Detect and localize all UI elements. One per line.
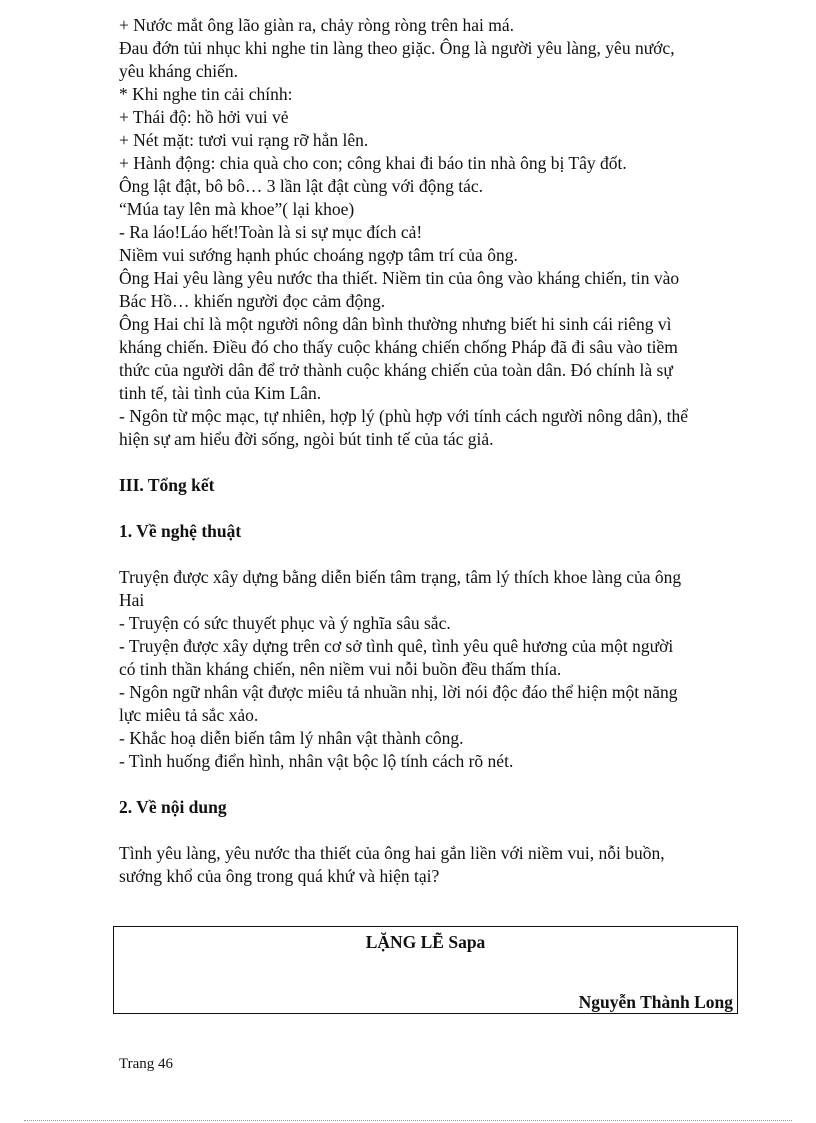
subheading-art: 1. Về nghệ thuật	[119, 521, 242, 541]
spacer	[119, 819, 719, 842]
text-line: + Hành động: chia quà cho con; công khai đi báo tin nhà ông bị Tây đốt.	[119, 153, 627, 173]
content-text	[119, 842, 719, 888]
story-author: Nguyễn Thành Long	[578, 992, 733, 1012]
text-line: “Múa tay lên mà khoe”( lại khoe)	[119, 199, 355, 219]
text-line: Truyện được xây dựng bằng diễn biến tâm trạng, tâm lý thích khoe làng của ông	[119, 567, 682, 587]
text-line: Hai	[119, 590, 145, 610]
text-line: thức của người dân để trở thành cuộc kháng chiến của toàn dân. Đó chính là sự	[119, 360, 673, 380]
text-line: Tình yêu làng, yêu nước tha thiết của ông hai gắn liền với niềm vui, nỗi buồn,	[119, 843, 665, 863]
text-line: - Truyện được xây dựng trên cơ sở tình quê, tình yêu quê hương của một người	[119, 636, 674, 656]
text-line: Đau đớn tủi nhục khi nghe tin làng theo giặc. Ông là người yêu làng, yêu nước,	[119, 38, 675, 58]
text-line: + Thái độ: hồ hởi vui vẻ	[119, 107, 289, 127]
text-line: tinh tế, tài tình của Kim Lân.	[119, 383, 322, 403]
page-number: Trang 46	[119, 1056, 174, 1072]
text-line: lực miêu tả sắc xảo.	[119, 705, 259, 725]
text-line: - Truyện có sức thuyết phục và ý nghĩa sâu sắc.	[119, 613, 451, 633]
text-line: Bác Hồ… khiến người đọc cảm động.	[119, 291, 386, 311]
text-line: có tinh thần kháng chiến, nên niềm vui nỗi buồn đều thấm thía.	[119, 659, 562, 679]
page-content	[119, 14, 719, 888]
text-line: + Nước mắt ông lão giàn ra, chảy ròng ròng trên hai má.	[119, 15, 515, 35]
section-heading-summary: III. Tổng kết	[119, 475, 215, 495]
art-text	[119, 566, 719, 773]
body-text	[119, 14, 719, 451]
text-line: kháng chiến. Điều đó cho thấy cuộc kháng chiến chống Pháp đã đi sâu vào tiềm	[119, 337, 678, 357]
text-line: hiện sự am hiểu đời sống, ngòi bút tinh tế của tác giả.	[119, 429, 494, 449]
text-line: yêu kháng chiến.	[119, 61, 239, 81]
text-line: - Khắc hoạ diễn biến tâm lý nhân vật thành công.	[119, 728, 464, 748]
text-line: - Tình huống điển hình, nhân vật bộc lộ tính cách rõ nét.	[119, 751, 514, 771]
text-line: Ông Hai yêu làng yêu nước tha thiết. Niềm tin của ông vào kháng chiến, tin vào	[119, 268, 680, 288]
text-line: Ông Hai chỉ là một người nông dân bình thường nhưng biết hi sinh cái riêng vì	[119, 314, 672, 334]
text-line: * Khi nghe tin cải chính:	[119, 84, 293, 104]
spacer	[119, 773, 719, 796]
page-bottom-divider	[24, 1120, 792, 1121]
title-box	[113, 926, 738, 1014]
text-line: - Ngôn từ mộc mạc, tự nhiên, hợp lý (phù hợp với tính cách người nông dân), thể	[119, 406, 688, 426]
text-line: Ông lật đật, bô bô… 3 lần lật đật cùng với động tác.	[119, 176, 484, 196]
text-line: + Nét mặt: tươi vui rạng rỡ hẳn lên.	[119, 130, 369, 150]
story-title: LẶNG LẼ Sapa	[365, 932, 486, 952]
text-line: - Ngôn ngữ nhân vật được miêu tả nhuần nhị, lời nói độc đáo thể hiện một năng	[119, 682, 678, 702]
subheading-content: 2. Về nội dung	[119, 797, 227, 817]
spacer	[119, 497, 719, 520]
text-line: Niềm vui sướng hạnh phúc choáng ngợp tâm trí của ông.	[119, 245, 518, 265]
text-line: - Ra láo!Láo hết!Toàn là si sự mục đích cả!	[119, 222, 423, 242]
spacer	[119, 543, 719, 566]
spacer	[119, 451, 719, 474]
text-line: sướng khổ của ông trong quá khứ và hiện tại?	[119, 866, 440, 886]
